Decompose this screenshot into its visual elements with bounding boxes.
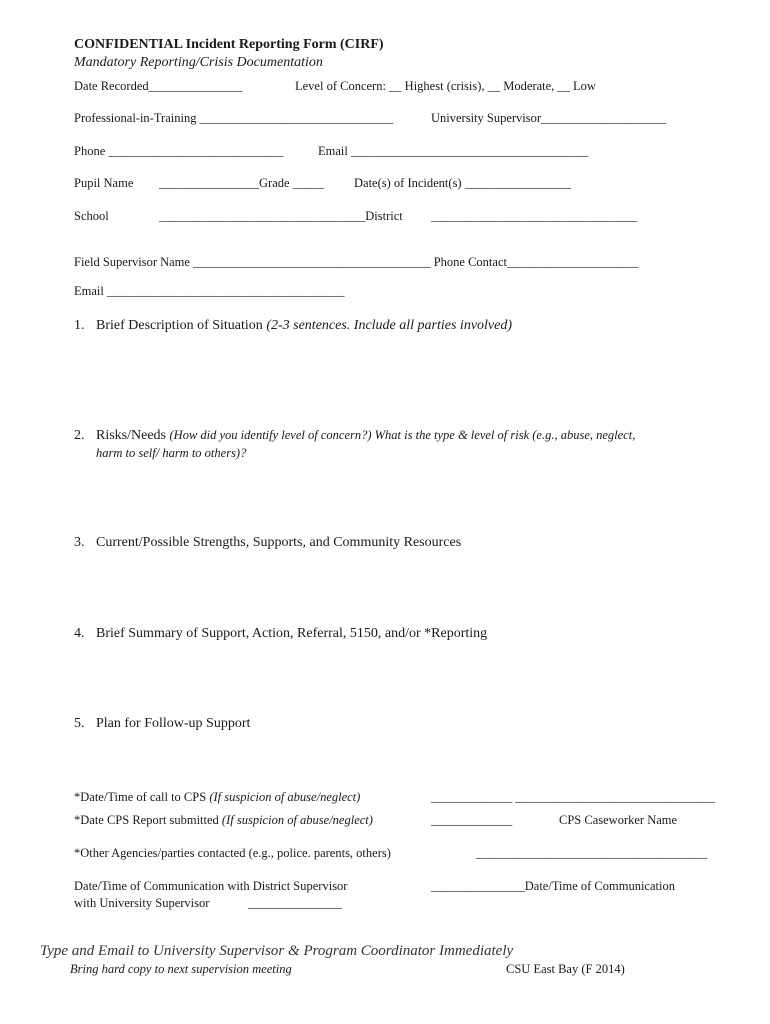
cps-report-date-field[interactable]: _____________ [431, 813, 513, 827]
question-text: Plan for Follow-up Support [96, 716, 251, 731]
pupil-name-label: Pupil Name [74, 176, 134, 190]
form-title: CONFIDENTIAL Incident Reporting Form (CIRF) [74, 37, 384, 52]
cps-call-label [74, 790, 360, 805]
question-number: 2. [74, 428, 85, 443]
question-hint: (2-3 sentences. Include all parties involved) [266, 318, 513, 333]
cps-report-hint: (If suspicion of abuse/neglect) [221, 813, 373, 827]
other-agencies-field[interactable]: _____________________________________ [476, 846, 708, 860]
question-3 [74, 535, 461, 551]
date-recorded-field[interactable]: Date Recorded_______________ [74, 79, 243, 93]
school-label: School [74, 209, 109, 223]
cps-report-text: *Date CPS Report submitted [74, 813, 222, 827]
question-text: Brief Summary of Support, Action, Referral, 5150, and/or *Reporting [96, 626, 488, 641]
question-2 [74, 428, 635, 444]
phone-field[interactable]: Phone ____________________________ [74, 144, 284, 158]
district-communication-field[interactable]: _______________Date/Time of Communication [431, 879, 675, 893]
dates-of-incident-field[interactable]: Date(s) of Incident(s) _________________ [354, 176, 571, 190]
question-number: 5. [74, 716, 85, 731]
cps-call-hint: (If suspicion of abuse/neglect) [209, 790, 361, 804]
question-number: 4. [74, 626, 85, 641]
professional-in-training-field[interactable]: Professional-in-Training _______________________________ [74, 111, 394, 125]
question-1 [74, 318, 512, 334]
question-number: 3. [74, 535, 85, 550]
question-hint: (How did you identify level of concern?) What is the type & level of risk (e.g., abuse, neglect, [169, 428, 636, 442]
question-text: Brief Description of Situation [96, 318, 267, 333]
question-text: Current/Possible Strengths, Supports, and Community Resources [96, 535, 462, 550]
level-of-concern-field[interactable]: Level of Concern: __ Highest (crisis), __ Moderate, __ Low [295, 79, 596, 93]
university-communication-label: with University Supervisor [74, 896, 210, 910]
email-field[interactable]: Email ______________________________________ [318, 144, 589, 158]
district-communication-label: Date/Time of Communication with District Supervisor [74, 879, 348, 893]
form-subtitle: Mandatory Reporting/Crisis Documentation [74, 55, 323, 70]
question-5 [74, 716, 250, 732]
question-number: 1. [74, 318, 85, 333]
cps-call-time-field[interactable]: ________________________________ [515, 790, 715, 804]
cps-report-label [74, 813, 373, 828]
district-field[interactable]: _________________________________ [431, 209, 638, 223]
cps-call-text: *Date/Time of call to CPS [74, 790, 210, 804]
field-supervisor-email-field[interactable]: Email ______________________________________ [74, 284, 345, 298]
footer-bring-copy: Bring hard copy to next supervision meeting [70, 962, 292, 976]
field-supervisor-field[interactable]: Field Supervisor Name ______________________________________ Phone Contact_____________________ [74, 255, 639, 269]
school-district-field[interactable]: _________________________________District [159, 209, 403, 223]
university-supervisor-field[interactable]: University Supervisor____________________ [431, 111, 667, 125]
other-agencies-label: *Other Agencies/parties contacted (e.g., police. parents, others) [74, 846, 391, 860]
question-text: Risks/Needs [96, 428, 170, 443]
footer-instruction: Type and Email to University Supervisor & Program Coordinator Immediately [40, 943, 514, 959]
pupil-name-grade-field[interactable]: ________________Grade _____ [159, 176, 324, 190]
question-4 [74, 626, 487, 642]
question-2-hint-continued: harm to self/ harm to others)? [96, 446, 247, 460]
footer-csu-label: CSU East Bay (F 2014) [506, 962, 625, 976]
cps-caseworker-label: CPS Caseworker Name [559, 813, 678, 827]
university-communication-field[interactable]: _______________ [248, 896, 342, 910]
cps-call-date-field[interactable]: _____________ [431, 790, 513, 804]
